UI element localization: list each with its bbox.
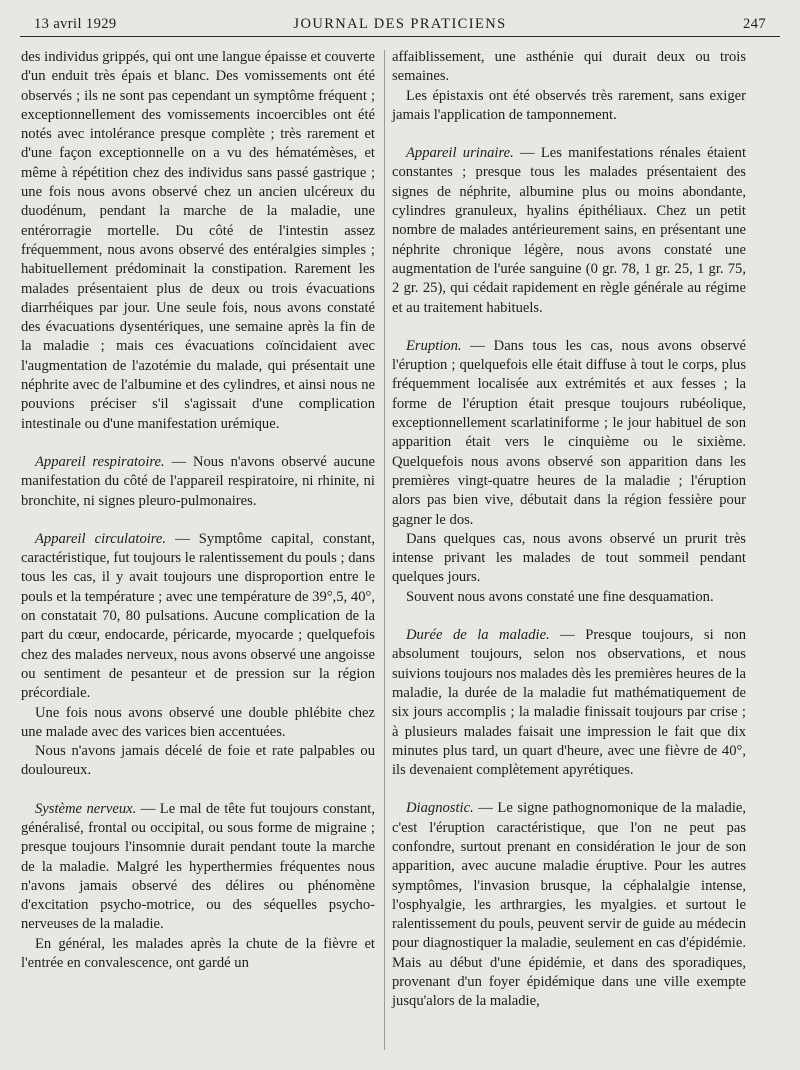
- section-title-eruption: Eruption.: [406, 337, 462, 354]
- section-text-eruption: — Dans tous les cas, nous avons observé l'éruption ; quelquefois elle était diffuse à tout le corps, plus fréquemment localisée aux extrémités et aux fesses ; la forme de l'éruption était presque toujours rubéolique, exceptionnellement scarlatiniforme ; le jour habituel de son apparition était vers le cinquième ou le sixième. Quelquefois nous avons observé son apparition dans les premières vingt-quatre heures de la maladie ; l'éruption alors pas bien vive, débutait dans la région fessière pour gagner le dos.: [392, 337, 746, 528]
- paragraph-general: En général, les malades après la chute de la fièvre et l'entrée en convalescence, ont gardé un: [21, 935, 375, 972]
- section-title-diagnostic: Diagnostic.: [406, 800, 474, 817]
- section-circulatoire: [21, 530, 375, 704]
- section-text-duree: — Presque toujours, si non absolument toujours, selon nos observations, et nous suivions toujours nos malades dès les premières heures de la maladie, la durée de la maladie fut mathématiquement de six jours accomplis ; la maladie finissait toujours par crise ; à plusieurs malades faisait une impression le fait que dix minutes plus tard, un quart d'heure, avec une fièvre de 40°, ils devenaient complètement apyrétiques.: [392, 627, 746, 779]
- section-text-respiratoire: — Nous n'avons observé aucune manifestation du côté de l'appareil respiratoire, ni rhinite, ni bronchite, ni signes pleuro-pulmonaires.: [21, 453, 375, 509]
- section-urinaire: [392, 144, 746, 318]
- section-title-urinaire: Appareil urinaire.: [406, 145, 514, 162]
- section-respiratoire: [21, 453, 375, 511]
- page-header: [20, 14, 780, 37]
- paragraph-epistaxis: Les épistaxis ont été observés très rarement, sans exiger jamais l'application de tamponnement.: [392, 87, 746, 123]
- issue-date: 13 avril 1929: [34, 16, 117, 32]
- paragraph-intro: des individus grippés, qui ont une langue épaisse et couverte d'un enduit très épais et blanc. Des vomissements ont été observés ; ils ne sont pas cependant un symptôme fréquent ; exceptionnellement des vomissements incoercibles ont été notés avec intolérance presque complète ; très rarement et d'une façon exceptionnelle on a vu des hématémèses, et même à répétition chez des individus sans passé gastrique ; une fois nous avons observé chez un ancien ulcéreux du duodénum, pendant la marche de la maladie, une entérorragie mortelle. Du côté de l'intestin assez fréquemment, nous avons observé des entéralgies simples ; habituellement prédominait la constipation. Rarement les malades présentaient plus de deux ou trois évacuations diarrhéiques par jour. Une seule fois, nous avons constaté des évacuations dysentériques, une semaine après la fin de la maladie ; mais ces évacuations coïncidaient avec l'augmentation de l'azotémie du malade, qui présentait une néphrite avec de l'albumine et des cylindres, et ainsi nous ne pouvions préciser s'il s'agissait d'une complication intestinale ou d'une manifestation urémique.: [21, 49, 375, 432]
- section-nerveux: [21, 800, 375, 935]
- paragraph-foie: Nous n'avons jamais décelé de foie et rate palpables ou douloureux.: [21, 743, 375, 779]
- paragraph-asthenie: affaiblissement, une asthénie qui durait deux ou trois semaines.: [392, 49, 746, 85]
- section-title-circulatoire: Appareil circulatoire.: [35, 530, 167, 547]
- section-text-circulatoire: — Symptôme capital, constant, caractéristique, fut toujours le ralentissement du pouls ; dans tous les cas, il y avait toujours une disproportion entre le pouls et la température ; avec une température de 39°,5, 40°, on constatait 70, 80 pulsations. Aucune complication de la part du cœur, endocarde, péricarde, myocarde ; quelquefois chez des malades nerveux, nous avons observé une angoisse ou sentiment de pesanteur et de pression sur la région précordiale.: [21, 530, 375, 702]
- section-title-duree: Durée de la maladie.: [406, 627, 550, 644]
- paragraph-prurit: Dans quelques cas, nous avons observé un prurit très intense privant les malades de tout sommeil pendant quelques jours.: [392, 530, 746, 586]
- left-column: [21, 48, 375, 973]
- section-text-nerveux: — Le mal de tête fut toujours constant, généralisé, frontal ou occipital, ou sous forme de migraine ; presque toujours l'insomnie durait pendant toute la marche de la maladie. Malgré les hyperthermies fréquentes nous n'avons jamais observé des délires ou phénomène d'excitation psycho-motrice, ou des séquelles psycho-nerveuses de la maladie.: [21, 800, 375, 933]
- section-title-nerveux: Système nerveux.: [35, 800, 137, 817]
- column-divider: [384, 50, 385, 1050]
- section-title-respiratoire: Appareil respiratoire.: [35, 453, 165, 470]
- paragraph-phlebite: Une fois nous avons observé une double phlébite chez une malade avec des varices bien accentuées.: [21, 704, 375, 740]
- journal-title: JOURNAL DES PRATICIENS: [293, 16, 507, 32]
- section-text-diagnostic: — Le signe pathognomonique de la maladie, c'est l'éruption caractéristique, que l'on ne peut pas confondre, surtout prenant en considération le jour de son apparition, avec aucune maladie éruptive. Pour les autres symptômes, l'invasion brusque, la céphalalgie intense, l'osphyalgie, les arthrargies, les myalgies. et surtout le ralentissement du pouls, peuvent servir de guide au médecin pour diagnostiquer la maladie, seulement en cas d'épidémie. Mais au début d'une épidémie, et dans des sporadiques, provenant d'un foyer épidémique dans une ville exempte jusqu'alors de la maladie,: [392, 800, 746, 1010]
- section-text-urinaire: — Les manifestations rénales étaient constantes ; presque tous les malades présentaient des signes de néphrite, albumine plus ou moins abondante, cylindres granuleux, hyalins épithéliaux. Chez un petit nombre de malades antérieurement sains, en présentant une néphrite chronique légère, nous avons constaté une augmentation de l'urée sanguine (0 gr. 78, 1 gr. 25, 1 gr. 75, 2 gr. 25), qui cédait rapidement en règle générale au régime et au traitement habituels.: [392, 145, 747, 316]
- page-number: 247: [743, 16, 766, 32]
- right-column: [392, 48, 746, 1012]
- section-duree: [392, 626, 746, 780]
- paragraph-desquamation: Souvent nous avons constaté une fine desquamation.: [406, 588, 714, 605]
- section-diagnostic: [392, 799, 746, 1011]
- section-eruption: [392, 337, 746, 530]
